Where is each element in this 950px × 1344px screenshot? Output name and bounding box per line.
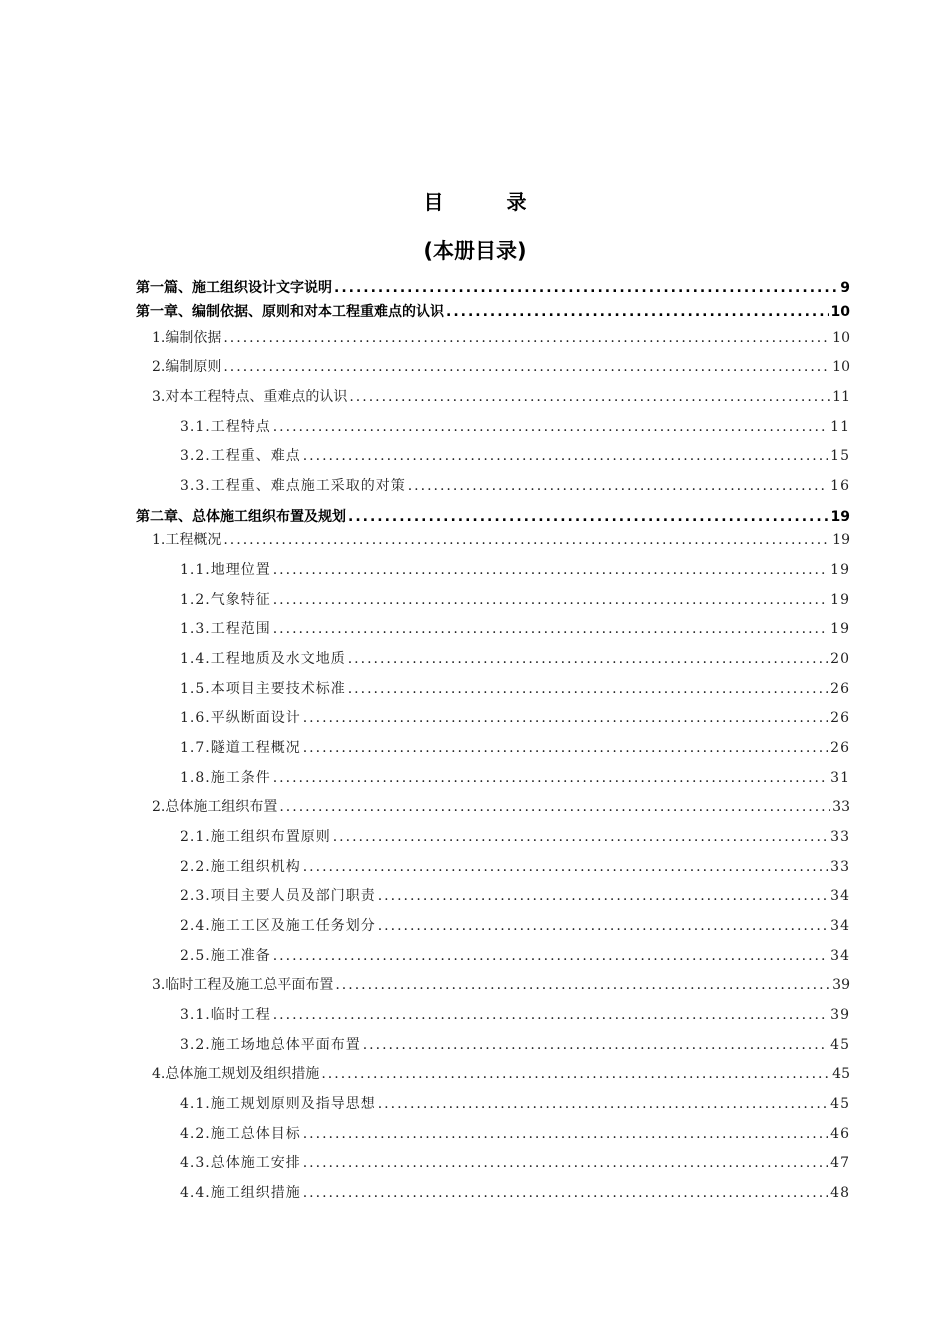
toc-entry[interactable]: 4.4.施工组织措施 ..... 48: [180, 1182, 850, 1204]
toc-entry-chapter-2[interactable]: 第二章、总体施工组织布置及规划 ..... 19: [136, 506, 850, 528]
toc-entry[interactable]: 1.工程概况 ..... 19: [152, 529, 850, 551]
toc-entry[interactable]: 1.6.平纵断面设计 ..... 26: [180, 707, 850, 729]
toc-entry[interactable]: 4.总体施工规划及组织措施 ..... 45: [152, 1063, 850, 1085]
toc-entry[interactable]: 4.2.施工总体目标 ..... 46: [180, 1123, 850, 1145]
toc-entry[interactable]: 2.总体施工组织布置 ..... 33: [152, 796, 850, 818]
toc-entry[interactable]: 1.7.隧道工程概况 ..... 26: [180, 737, 850, 759]
toc-entry[interactable]: 4.3.总体施工安排 ..... 47: [180, 1152, 850, 1174]
toc-entry[interactable]: 2.4.施工工区及施工任务划分 ..... 34: [180, 915, 850, 937]
toc-entry[interactable]: 3.1.工程特点 ..... 11: [180, 416, 850, 438]
toc-entry[interactable]: 2.5.施工准备 ..... 34: [180, 945, 850, 967]
toc-entry[interactable]: 4.1.施工规划原则及指导思想 ..... 45: [180, 1093, 850, 1115]
toc-entry[interactable]: 1.4.工程地质及水文地质 ..... 20: [180, 648, 850, 670]
toc-entry-chapter-1[interactable]: 第一章、编制依据、原则和对本工程重难点的认识 ..... 10: [136, 301, 850, 323]
toc-entry[interactable]: 2.1.施工组织布置原则 ..... 33: [180, 826, 850, 848]
toc-entry[interactable]: 3.1.临时工程 ..... 39: [180, 1004, 850, 1026]
toc-entry[interactable]: 2.编制原则 ..... 10: [152, 356, 850, 378]
toc-entry[interactable]: 2.3.项目主要人员及部门职责 ..... 34: [180, 885, 850, 907]
toc-entry[interactable]: 1.3.工程范围 ..... 19: [180, 618, 850, 640]
toc-entry[interactable]: 3.3.工程重、难点施工采取的对策 ..... 16: [180, 475, 850, 497]
toc-title: 目 录: [423, 190, 555, 214]
toc-entry[interactable]: 3.2.施工场地总体平面布置 ..... 45: [180, 1034, 850, 1056]
toc-entry[interactable]: 1.1.地理位置 ..... 19: [180, 559, 850, 581]
toc-entry[interactable]: 1.5.本项目主要技术标准 ..... 26: [180, 678, 850, 700]
toc-entry[interactable]: 3.2.工程重、难点 ..... 15: [180, 445, 850, 467]
toc-entry[interactable]: 3.对本工程特点、重难点的认识 ..... 11: [152, 386, 850, 408]
toc-subtitle: (本册目录): [423, 239, 527, 263]
toc-entry[interactable]: 1.8.施工条件 ..... 31: [180, 767, 850, 789]
toc-entry[interactable]: 3.临时工程及施工总平面布置 ..... 39: [152, 974, 850, 996]
toc-entry-part-1[interactable]: 第一篇、施工组织设计文字说明 ..... 9: [136, 277, 850, 299]
toc-entry[interactable]: 1.编制依据 ..... 10: [152, 327, 850, 349]
toc-entry[interactable]: 2.2.施工组织机构 ..... 33: [180, 856, 850, 878]
toc-entry[interactable]: 1.2.气象特征 ..... 19: [180, 589, 850, 611]
